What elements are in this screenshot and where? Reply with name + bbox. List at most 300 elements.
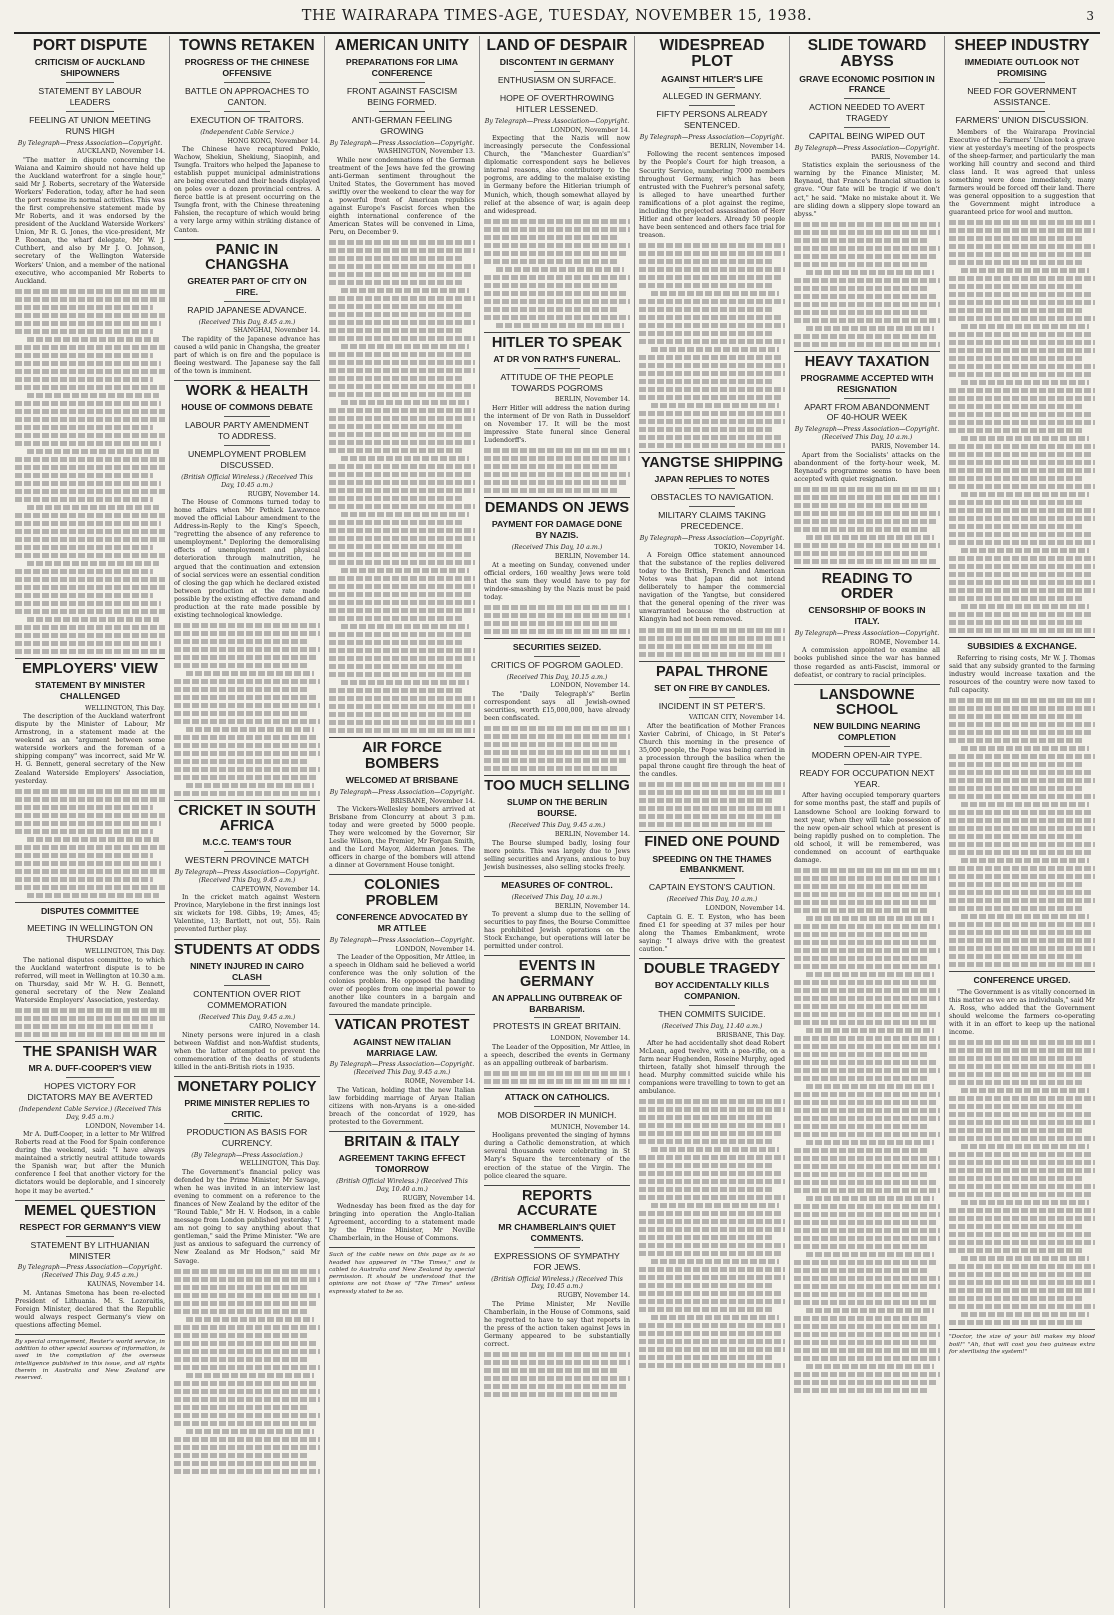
text-line	[949, 452, 1091, 457]
text-line	[794, 1324, 940, 1329]
article-subheading: EXECUTION OF TRAITORS.	[190, 114, 304, 125]
text-line	[639, 1099, 785, 1104]
article-subheading: MODERN OPEN-AIR TYPE.	[811, 749, 923, 760]
text-line	[794, 1180, 936, 1185]
article-body-continued	[174, 1269, 320, 1474]
article-headline: COLONIES PROBLEM	[364, 877, 440, 909]
text-line	[949, 730, 1091, 735]
article-credit: By Telegraph—Press Association—Copyright.	[329, 936, 475, 944]
text-line	[794, 988, 940, 993]
text-line	[329, 728, 475, 733]
article-body: "The Government is as vitally concerned in this matter as we are as individuals," said Mr A. Ross, who added that the Government should welcome the farmers co-operating with it in an effort to keep up the national income.	[949, 989, 1095, 1037]
article-body-continued	[639, 1099, 785, 1368]
text-line	[329, 248, 475, 253]
text-line	[794, 900, 936, 905]
article-subheading: PROTESTS IN GREAT BRITAIN.	[493, 1021, 621, 1032]
news-article	[949, 38, 1095, 633]
text-line	[949, 1264, 1095, 1269]
text-line	[949, 714, 1083, 719]
text-line	[651, 403, 779, 408]
article-subheading: AT DR VON RATH'S FUNERAL.	[493, 353, 621, 364]
text-line	[484, 259, 618, 264]
text-line	[794, 1372, 940, 1377]
text-line	[15, 545, 153, 550]
text-line	[794, 222, 940, 227]
text-line	[794, 334, 936, 339]
text-line	[329, 592, 471, 597]
article-divider	[639, 958, 785, 959]
text-line	[496, 323, 624, 328]
article-subheading: EXPRESSIONS OF SYMPATHY FOR JEWS.	[494, 1250, 620, 1272]
text-line	[949, 420, 1095, 425]
article-subheading: HOUSE OF COMMONS DEBATE	[181, 402, 313, 413]
text-line	[949, 762, 1083, 767]
text-line	[639, 371, 785, 376]
text-line	[794, 1132, 940, 1137]
text-line	[329, 528, 475, 533]
text-line	[484, 448, 630, 453]
text-line	[639, 628, 785, 633]
article-divider	[329, 737, 475, 738]
article-subheading: MR CHAMBERLAIN'S QUIET COMMENTS.	[498, 1222, 616, 1243]
text-line	[329, 464, 475, 469]
article-subheading: CAPTAIN EYSTON'S CAUTION.	[648, 882, 776, 893]
article-subheading: M.C.C. TEAM'S TOUR	[202, 837, 292, 848]
article-credit: By Telegraph—Press Association—Copyright.	[639, 534, 785, 542]
text-line	[174, 687, 308, 692]
text-line	[949, 596, 1083, 601]
text-line	[484, 1368, 618, 1373]
text-line	[329, 416, 475, 421]
text-line	[15, 1032, 165, 1037]
text-line	[794, 1348, 940, 1353]
news-article	[794, 351, 940, 564]
text-line	[949, 1176, 1083, 1181]
news-article	[484, 876, 630, 952]
article-body: The description of the Auckland waterfront dispute by the Minister of Labour, Mr Armstrong, in a statement made at the weekend as an "argument between some waterside workers and the foreman of a shipping company" was incorrect, said Mr W. H. G. Bennett, general secretary of the New Zealand Waterside Employers' Association, yesterday.	[15, 713, 165, 785]
text-line	[961, 914, 1089, 919]
article-body: Expecting that the Nazis will now increasingly persecute the Confessional Church, the "Manchester Guardian's" diplomatic correspondent says he believes internal reasons, also contributory to the pogroms, are adding to the malaise existing in Germany before the Hitlerian triumph of Munich, which, though somewhat allayed by relief at the absence of war, is again deep and widespread.	[484, 135, 630, 215]
text-line	[949, 1304, 1095, 1309]
article-subheading: INCIDENT IN ST PETER'S.	[658, 700, 766, 711]
article-headline: PANIC IN CHANGSHA	[205, 241, 289, 273]
text-line	[639, 1171, 781, 1176]
text-line	[174, 743, 320, 748]
column-grid	[14, 36, 1100, 1608]
text-line	[15, 521, 161, 526]
text-line	[15, 609, 165, 614]
text-line	[15, 305, 153, 310]
article-dateline: CAPETOWN, November 14.	[231, 885, 320, 893]
text-line	[639, 275, 781, 280]
article-divider	[949, 1329, 1095, 1330]
deck-rule	[689, 506, 736, 507]
article-headline: THE SPANISH WAR	[22, 1044, 158, 1061]
text-line	[949, 396, 1095, 401]
text-line	[484, 299, 630, 304]
text-line	[794, 1100, 936, 1105]
text-line	[794, 495, 940, 500]
text-line	[639, 1131, 781, 1136]
article-divider	[639, 831, 785, 832]
text-line	[174, 1413, 320, 1418]
text-line	[484, 1360, 630, 1365]
article-subheading: HOPE OF OVERTHROWING HITLER LESSENED.	[499, 93, 615, 114]
article-subheading: MILITARY CLAIMS TAKING PRECEDENCE.	[658, 509, 766, 531]
text-line	[174, 1469, 320, 1474]
article-body-continued	[329, 240, 475, 733]
article-body: After having occupied temporary quarters for some months past, the staff and pupils of Lansdowne School are looking forward to next year, when they will take possession of the new open-air school which at present is being rapidly pushed on to completion. The old school, it will be remembered, was condemned on account of earthquake damage.	[794, 792, 940, 864]
article-dateline: LONDON, November 14.	[705, 905, 785, 913]
text-line	[639, 814, 781, 819]
article-body: Statistics explain the seriousness of the warning by the Finance Minister, M. Reynaud, that France's financial situation is grave. "Our fate will be tragic if we don't act," he said. "Make no mistake about it. We are sliding down a slippery slope toward an abyss."	[794, 162, 940, 218]
text-line	[174, 1445, 320, 1450]
news-article	[794, 38, 940, 347]
news-article	[174, 800, 320, 935]
article-headline: MEMEL QUESTION	[24, 1202, 156, 1219]
text-line	[15, 353, 153, 358]
text-line	[341, 680, 469, 685]
deck-rule	[224, 1123, 271, 1124]
news-article	[329, 874, 475, 1010]
text-line	[639, 1155, 785, 1160]
article-subheading: SET ON FIRE BY CANDLES.	[654, 682, 770, 693]
article-divider	[484, 497, 630, 498]
text-line	[806, 1308, 934, 1313]
article-headline: TOWNS RETAKEN	[179, 37, 315, 54]
article-headline: PAPAL THRONE	[656, 663, 768, 680]
text-line	[639, 1163, 773, 1168]
text-line	[949, 834, 1083, 839]
text-line	[949, 348, 1095, 353]
article-headline: READING TO ORDER	[821, 570, 913, 603]
text-line	[949, 1208, 1095, 1213]
text-line	[174, 775, 316, 780]
text-line	[15, 425, 153, 430]
text-line	[484, 1384, 626, 1389]
text-line	[961, 548, 1089, 553]
text-line	[949, 1168, 1095, 1173]
text-line	[15, 489, 165, 494]
article-dateline: PARIS, November 14.	[871, 153, 940, 161]
article-headline: YANGTSE SHIPPING	[640, 454, 784, 471]
article-subheading: SECURITIES SEIZED.	[512, 641, 602, 652]
text-line	[949, 620, 1083, 625]
article-headline: HEAVY TAXATION	[804, 353, 930, 370]
text-line	[794, 956, 928, 961]
text-line	[329, 504, 475, 509]
article-body-continued	[949, 220, 1095, 633]
article-body: The Chinese have recaptured Poklo, Wachow, Shekiun, Shekiung, Siaopinh, and Tsungfa. Traitors who helped the Japanese to establish puppet municipal administrations are being executed and their heads displayed on poles over a dozen provincial centres. A fierce battle is at present occurring on the Tsungfa front, with the Chinese threatening Fahsien, the recapture of which would bring a very large army within striking distance of Canton.	[174, 146, 320, 234]
article-credit: (Received This Day, 8.45 a.m.)	[198, 318, 296, 326]
news-article	[484, 497, 630, 634]
text-line	[794, 511, 940, 516]
text-line	[651, 1147, 779, 1152]
text-line	[794, 543, 940, 548]
text-line	[484, 766, 618, 771]
text-line	[794, 1156, 940, 1161]
news-article	[794, 568, 940, 680]
news-column	[324, 36, 479, 1608]
text-line	[949, 564, 1095, 569]
text-line	[639, 636, 785, 641]
text-line	[949, 364, 1095, 369]
text-line	[329, 472, 471, 477]
text-line	[15, 813, 165, 818]
text-line	[484, 1079, 630, 1084]
text-line	[794, 1172, 928, 1177]
text-line	[174, 631, 320, 636]
text-line	[15, 401, 161, 406]
news-article	[329, 38, 475, 733]
text-line	[949, 1280, 1095, 1285]
text-line	[186, 783, 314, 788]
text-line	[639, 1107, 785, 1112]
article-headline: WORK & HEALTH	[185, 383, 309, 400]
text-line	[484, 1376, 630, 1381]
text-line	[174, 1341, 316, 1346]
text-line	[949, 1240, 1095, 1245]
text-line	[484, 456, 630, 461]
text-line	[186, 671, 314, 676]
text-line	[949, 1152, 1091, 1157]
article-subheading: CONFERENCE URGED.	[973, 975, 1071, 986]
text-line	[15, 417, 165, 422]
article-body: In the cricket match against Western Province, Marylebone in the first innings lost six wickets for 198. Gibbs, 19; Ames, 45; Valentine, 13; Bartlett, not out, 55). Rain prevented further play.	[174, 894, 320, 934]
text-line	[27, 837, 159, 842]
text-line	[949, 770, 1091, 775]
text-line	[484, 1392, 618, 1397]
text-line	[329, 600, 475, 605]
text-line	[794, 1076, 928, 1081]
text-line	[651, 1259, 779, 1264]
text-line	[949, 1272, 1091, 1277]
article-divider	[484, 876, 630, 877]
article-credit: By Telegraph—Press Association—Copyright.	[639, 134, 785, 142]
article-subheading: MEASURES OF CONTROL.	[501, 879, 613, 890]
article-body-continued	[484, 605, 630, 634]
text-line	[806, 326, 934, 331]
article-headline: SLIDE TOWARD ABYSS	[807, 37, 927, 71]
text-line	[949, 874, 1095, 879]
text-line	[484, 613, 630, 618]
text-line	[949, 1056, 1083, 1061]
text-line	[15, 829, 153, 834]
text-line	[174, 695, 316, 700]
text-line	[174, 759, 308, 764]
text-line	[329, 560, 475, 565]
text-line	[794, 1116, 940, 1121]
article-subheading: AGAINST NEW ITALIAN MARRIAGE LAW.	[353, 1036, 451, 1058]
article-subheading: PAYMENT FOR DAMAGE DONE BY NAZIS.	[491, 519, 623, 541]
text-line	[15, 473, 153, 478]
text-line	[329, 384, 475, 389]
text-line	[949, 308, 1083, 313]
article-credit: By Telegraph—Press Association—Copyright.	[329, 139, 475, 147]
text-line	[484, 235, 618, 240]
article-divider	[174, 239, 320, 240]
text-line	[651, 1315, 779, 1320]
article-subheading: APART FROM ABANDONMENT OF 40-HOUR WEEK	[804, 401, 930, 423]
column-footnote: "Doctor, the size of your bill makes my blood boil!" "Ah, that will cost you two guineas extra for sterilising the system!"	[949, 1334, 1095, 1355]
text-line	[949, 372, 1091, 377]
text-line	[329, 296, 475, 301]
article-body: The House of Commons turned today to home affairs when Mr Pethick Lawrence moved the official Labour amendment to the Address-in-Reply to the King's Speech, "regretting the absence of any reference to unemployment." Deploring the demoralising effects of unemployment and physical deterioration through malnutrition, he argued that the continuation and extension of social services were an essential condition of closing the gap which he declared existed between production at the rate made possible by the existing effective demand and production at the rate made possible by existing technological knowledge.	[174, 499, 320, 619]
article-credit: By Telegraph—Press Association—Copyright.	[484, 117, 630, 125]
text-line	[949, 698, 1095, 703]
article-credit: By Telegraph—Press Association—Copyright. (Received This Day, 10 a.m.)	[794, 426, 940, 442]
news-article	[639, 661, 785, 828]
article-credit: (Independent Cable Service.) (Received This Day, 9.45 a.m.)	[18, 1105, 162, 1121]
article-headline: AMERICAN UNITY	[334, 37, 470, 54]
text-line	[651, 347, 779, 352]
text-line	[794, 262, 928, 267]
text-line	[639, 259, 773, 264]
text-line	[329, 536, 475, 541]
text-line	[329, 664, 463, 669]
text-line	[794, 1332, 940, 1337]
text-line	[15, 377, 153, 382]
text-line	[484, 480, 626, 485]
article-subheading: SLUMP ON THE BERLIN BOURSE.	[506, 797, 608, 819]
text-line	[15, 369, 165, 374]
text-line	[15, 457, 165, 462]
text-line	[329, 264, 475, 269]
text-line	[341, 344, 469, 349]
news-article	[15, 1041, 165, 1195]
text-line	[174, 655, 316, 660]
article-subheading: CONTENTION OVER RIOT COMMEMORATION	[193, 989, 301, 1011]
article-dateline: RUGBY, November 14.	[247, 490, 320, 498]
text-line	[794, 1356, 940, 1361]
text-line	[949, 826, 1095, 831]
text-line	[794, 1260, 936, 1265]
text-line	[949, 1136, 1095, 1141]
text-line	[949, 754, 1095, 759]
deck-rule	[224, 851, 271, 852]
text-line	[639, 283, 773, 288]
text-line	[949, 1192, 1091, 1197]
article-dateline: ROME, November 14.	[404, 1078, 475, 1086]
text-line	[651, 1203, 779, 1208]
article-body-continued	[639, 782, 785, 827]
text-line	[961, 436, 1089, 441]
article-headline: LAND OF DESPAIR	[486, 37, 628, 54]
text-line	[949, 842, 1095, 847]
text-line	[15, 433, 165, 438]
article-subheading: JAPAN REPLIES TO NOTES	[654, 474, 770, 485]
news-article	[639, 38, 785, 448]
deck-rule	[534, 1247, 581, 1248]
text-line	[794, 302, 940, 307]
text-line	[639, 443, 785, 448]
article-body-continued	[794, 222, 940, 347]
text-line	[639, 355, 781, 360]
article-body: The national disputes committee, to which the Auckland waterfront dispute is to be referred, will meet in Wellington at 10.30 a.m. on Thursday, said Mr W. H. G. Bennett, general secretary of the New Zealand Waterside Employers' Association, yesterday.	[15, 956, 165, 1005]
article-body-continued	[639, 243, 785, 448]
text-line	[174, 1285, 308, 1290]
text-line	[806, 1028, 934, 1033]
text-line	[329, 336, 475, 341]
text-line	[174, 735, 316, 740]
text-line	[961, 1256, 1089, 1261]
text-line	[794, 503, 928, 508]
deck-rule	[224, 416, 271, 417]
text-line	[15, 593, 153, 598]
text-line	[15, 641, 161, 646]
text-line	[174, 1301, 316, 1306]
article-dateline: TOKIO, November 14.	[714, 543, 785, 551]
text-line	[794, 1380, 936, 1385]
article-subheading: DISCONTENT IN GERMANY	[499, 57, 615, 68]
article-divider	[174, 939, 320, 940]
news-article	[329, 1014, 475, 1126]
text-line	[15, 497, 153, 502]
text-line	[949, 1064, 1095, 1069]
text-line	[794, 996, 940, 1001]
news-article	[949, 971, 1095, 1325]
article-body: The Bourse slumped badly, losing four more points. This was largely due to Jews selling securities and Aryans, anxious to buy Jewish businesses, also selling stocks freely.	[484, 839, 630, 871]
text-line	[329, 584, 475, 589]
text-line	[949, 890, 1091, 895]
text-line	[186, 727, 314, 732]
article-body: At a meeting on Sunday, convened under official orders, 160 wealthy Jews were told that the sum they would have to pay for window-smashing by the Nazis must be paid today.	[484, 561, 630, 601]
deck-rule	[66, 1236, 114, 1237]
news-article	[15, 1200, 165, 1330]
article-body-continued	[484, 726, 630, 771]
text-line	[329, 648, 475, 653]
news-article	[639, 831, 785, 953]
text-line	[639, 243, 785, 248]
text-line	[329, 544, 463, 549]
article-dateline: LONDON, November 14.	[550, 1035, 630, 1043]
article-divider	[15, 1200, 165, 1201]
text-line	[949, 722, 1095, 727]
article-subheading: NEED FOR GOVERNMENT ASSISTANCE.	[967, 86, 1077, 107]
text-line	[329, 440, 475, 445]
text-line	[949, 444, 1095, 449]
text-line	[639, 1179, 785, 1184]
article-body: After the beatification of Mother Frances Xavier Cabrini, of Chicago, in St Peter's Church this morning in the presence of 35,000 people, the Pope was being carried in a procession through the basilica when the papal throne caught fire through the heat of the candles.	[639, 723, 785, 779]
text-line	[329, 368, 475, 373]
article-headline: EVENTS IN GERMANY	[518, 958, 596, 990]
article-subheading: NINETY INJURED IN CAIRO CLASH	[190, 960, 304, 982]
article-body: Herr Hitler will address the nation during the interment of Dr von Rath in Dusseldorf on November 17. It will be the most impressive State funeral since General Ludendorff's.	[484, 405, 630, 445]
article-dateline: LONDON, November 14.	[550, 126, 630, 134]
text-line	[806, 1140, 934, 1145]
article-subheading: IMMEDIATE OUTLOOK NOT PROMISING	[964, 57, 1080, 79]
article-body-continued	[484, 448, 630, 493]
text-line	[484, 315, 630, 320]
article-subheading: STATEMENT BY LITHUANIAN MINISTER	[30, 1239, 150, 1261]
article-subheading: ANTI-GERMAN FEELING GROWING	[351, 114, 453, 136]
text-line	[949, 954, 1083, 959]
news-article	[329, 737, 475, 870]
article-divider	[15, 1041, 165, 1042]
text-line	[484, 758, 626, 763]
news-article	[174, 939, 320, 1072]
article-headline: PORT DISPUTE	[32, 37, 148, 54]
article-divider	[484, 638, 630, 639]
text-line	[639, 790, 785, 795]
text-line	[174, 703, 320, 708]
article-credit: By Telegraph—Press Association—Copyright. (Received This Day, 9.45 a.m.)	[174, 869, 320, 884]
text-line	[341, 288, 469, 293]
text-line	[949, 244, 1095, 249]
article-subheading: HOPES VICTORY FOR DICTATORS MAY BE AVERTED	[27, 1081, 153, 1103]
article-subheading: WESTERN PROVINCE MATCH	[185, 855, 309, 866]
article-subheading: FEELING AT UNION MEETING RUNS HIGH	[29, 114, 151, 136]
